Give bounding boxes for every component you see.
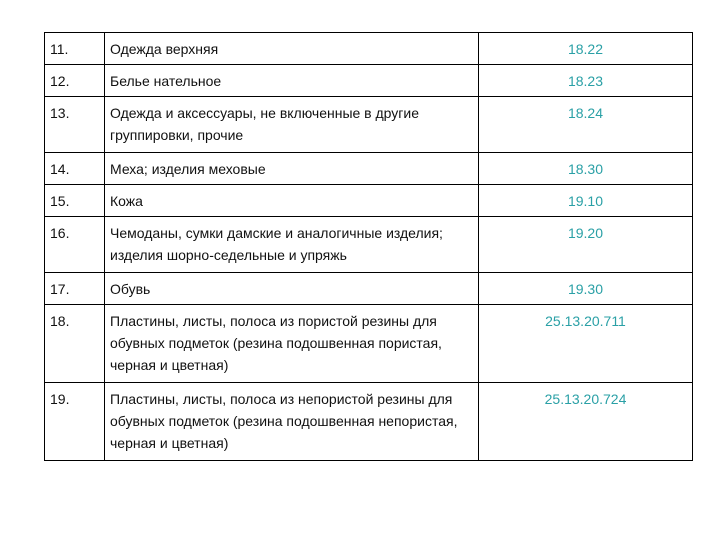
row-description: Меха; изделия меховые [105,153,479,185]
row-number: 19. [45,383,105,461]
row-code: 25.13.20.724 [479,383,693,461]
table-row [45,305,693,383]
row-description: Одежда и аксессуары, не включенные в другие группировки, прочие [105,97,479,153]
row-number: 14. [45,153,105,185]
table-row [45,273,693,305]
row-description: Чемоданы, сумки дамские и аналогичные изделия; изделия шорно-седельные и упряжь [105,217,479,273]
row-description: Пластины, листы, полоса из непористой резины для обувных подметок (резина подошвенная непористая, черная и цветная) [105,383,479,461]
table-row [45,97,693,153]
row-code: 19.20 [479,217,693,273]
row-code: 25.13.20.711 [479,305,693,383]
row-description: Кожа [105,185,479,217]
row-code: 18.24 [479,97,693,153]
row-number: 17. [45,273,105,305]
table-row [45,185,693,217]
row-number: 18. [45,305,105,383]
row-description: Обувь [105,273,479,305]
row-code: 19.30 [479,273,693,305]
row-number: 16. [45,217,105,273]
table-row [45,153,693,185]
table-row [45,65,693,97]
classification-table [44,32,693,461]
table-row [45,383,693,461]
row-number: 11. [45,33,105,65]
row-number: 15. [45,185,105,217]
row-description: Пластины, листы, полоса из пористой резины для обувных подметок (резина подошвенная пористая, черная и цветная) [105,305,479,383]
row-code: 19.10 [479,185,693,217]
row-code: 18.30 [479,153,693,185]
table-row [45,217,693,273]
row-number: 12. [45,65,105,97]
row-code: 18.22 [479,33,693,65]
row-description: Одежда верхняя [105,33,479,65]
table-row [45,33,693,65]
row-number: 13. [45,97,105,153]
row-code: 18.23 [479,65,693,97]
row-description: Белье нательное [105,65,479,97]
